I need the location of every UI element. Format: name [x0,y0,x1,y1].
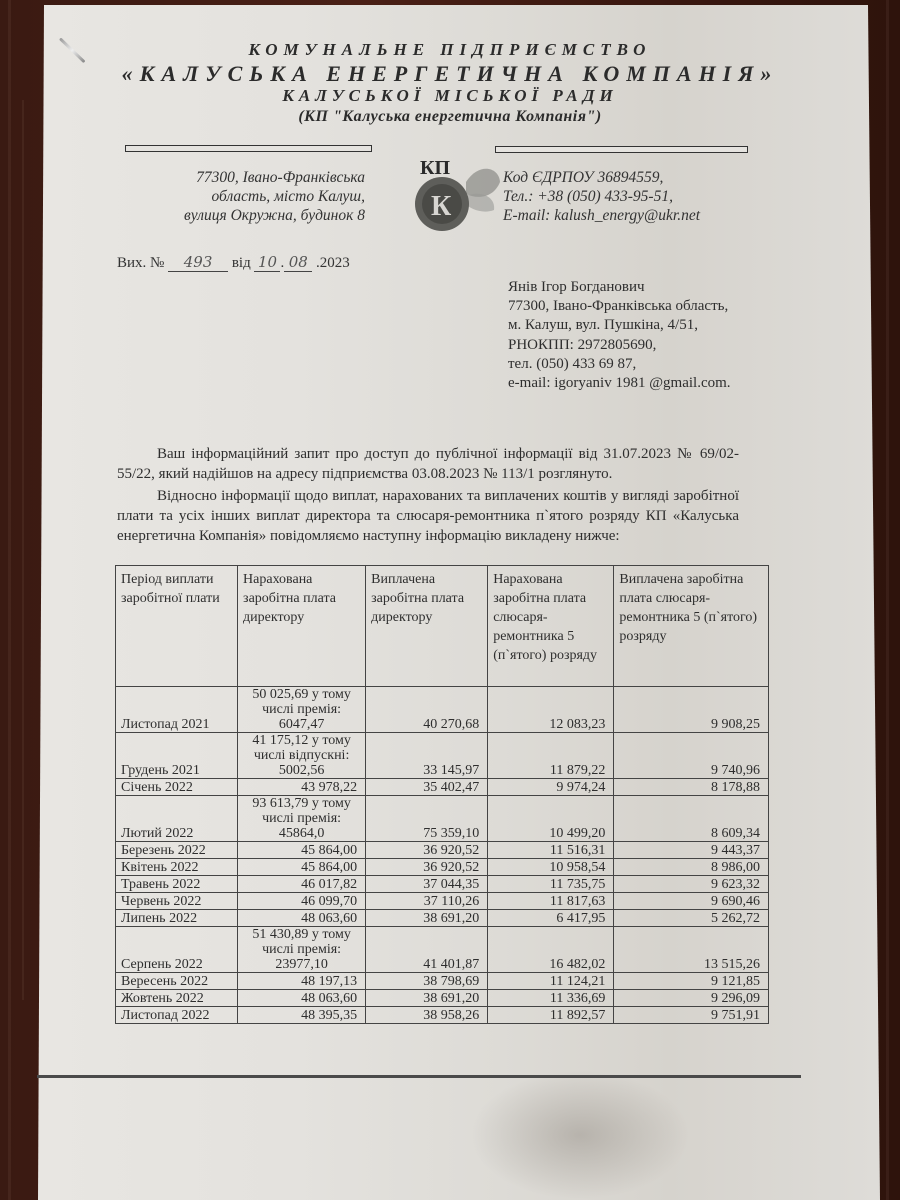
cell-paid-fitter: 9 121,85 [614,973,769,990]
cell-accrued-fitter: 10 499,20 [488,796,614,842]
cell-accrued-director [238,876,366,893]
table-row [116,973,769,990]
cell-line: 45864,0 [278,826,325,841]
table-row [116,733,769,779]
cell-accrued-director [238,893,366,910]
cell-accrued-fitter: 6 417,95 [488,910,614,927]
outgoing-year: .2023 [315,255,350,271]
outgoing-prefix: Вих. № [117,255,165,271]
cell-accrued-fitter: 11 817,63 [488,893,614,910]
cell-line: 23977,10 [275,957,328,972]
table-header-row [116,566,769,687]
cell-paid-fitter: 9 443,37 [614,842,769,859]
header-paid-director: Виплачена заробітна плата директору [366,566,488,687]
cell-period: Вересень 2022 [116,973,238,990]
cell-paid-fitter: 9 296,09 [614,990,769,1007]
cell-line: числі премія: [262,702,342,717]
address-line: вулиця Окружна, будинок 8 [184,207,365,224]
recipient-block [508,278,731,393]
cell-paid-director: 36 920,52 [366,842,488,859]
outgoing-day: 10 [254,253,280,272]
cell-period: Листопад 2021 [116,687,238,733]
cell-accrued-director [238,927,366,973]
cell-line: 46 099,70 [301,894,358,909]
cell-paid-director: 41 401,87 [366,927,488,973]
header-divider-right [495,146,748,153]
table-row [116,859,769,876]
cell-accrued-director [238,859,366,876]
cell-period: Грудень 2021 [116,733,238,779]
cell-accrued-fitter: 11 735,75 [488,876,614,893]
paragraph-text: Відносно інформації щодо виплат, нарахованих та виплачених коштів у вигляді заробітної плати та усіх інших виплат директора та слюсаря-ремонтника п`ятого розряду КП «Калуська енергетична Компанія» повідомляємо наступну інформацію викладену нижче: [117,488,739,544]
photo-shadow [470,1070,690,1200]
cell-accrued-fitter: 11 336,69 [488,990,614,1007]
table-row [116,876,769,893]
header-accrued-fitter: Нарахована заробітна плата слюсаря-ремонтника 5 (п`ятого) розряду [488,566,614,687]
cell-accrued-director [238,796,366,842]
outgoing-from-label: від [231,255,251,271]
table-row [116,927,769,973]
wood-grain [8,0,11,1200]
recipient-address: 77300, Івано-Франківська область, [508,298,729,315]
cell-line: 48 063,60 [301,911,358,926]
outgoing-number-value: 493 [168,253,228,272]
cell-accrued-director [238,687,366,733]
outgoing-number: Вих. № 493 від 10 . 08 .2023 [117,253,350,271]
cell-paid-director: 38 691,20 [366,990,488,1007]
body-paragraph-1 [117,444,739,484]
outgoing-month: 08 [284,253,312,272]
cell-accrued-fitter: 12 083,23 [488,687,614,733]
table-row [116,893,769,910]
cell-line: 41 175,12 у тому [252,733,351,748]
cell-accrued-fitter: 9 974,24 [488,779,614,796]
cell-paid-director: 36 920,52 [366,859,488,876]
cell-line: 43 978,22 [301,780,358,795]
cell-paid-fitter: 8 609,34 [614,796,769,842]
cell-accrued-director [238,842,366,859]
header-paid-fitter: Виплачена заробітна плата слюсаря-ремонтника 5 (п`ятого) розряду [614,566,769,687]
cell-paid-fitter: 9 908,25 [614,687,769,733]
table-row [116,687,769,733]
cell-paid-fitter: 9 751,91 [614,1007,769,1024]
company-address [184,168,365,225]
recipient-name: Янів Ігор Богданович [508,279,645,295]
cell-line: числі відпускні: [253,748,350,763]
cell-period: Червень 2022 [116,893,238,910]
cell-paid-fitter: 9 740,96 [614,733,769,779]
cell-line: 48 197,13 [301,974,358,989]
cell-accrued-fitter: 16 482,02 [488,927,614,973]
table-row [116,842,769,859]
cell-paid-fitter: 13 515,26 [614,927,769,973]
company-contacts [503,168,700,225]
wood-grain [22,100,24,1000]
table-row [116,910,769,927]
cell-line: 45 864,00 [301,843,358,858]
edrpou-code: Код ЄДРПОУ 36894559, [503,169,664,186]
cell-line: 48 063,60 [301,991,358,1006]
table-row [116,796,769,842]
cell-paid-fitter: 9 690,46 [614,893,769,910]
cell-line: 5002,56 [278,763,325,778]
table-body [116,687,769,1024]
letterhead-short-name: (КП "Калуська енергетична Компанія") [298,108,602,125]
cell-accrued-director [238,1007,366,1024]
cell-line: числі премія: [262,811,342,826]
cell-paid-fitter: 5 262,72 [614,910,769,927]
cell-period: Серпень 2022 [116,927,238,973]
cell-line: 46 017,82 [301,877,358,892]
cell-paid-fitter: 8 986,00 [614,859,769,876]
company-phone: Тел.: +38 (050) 433-95-51, [503,188,673,205]
cell-accrued-fitter: 10 958,54 [488,859,614,876]
cell-paid-director: 38 691,20 [366,910,488,927]
cell-accrued-fitter: 11 892,57 [488,1007,614,1024]
cell-paid-director: 38 798,69 [366,973,488,990]
cell-paid-director: 38 958,26 [366,1007,488,1024]
letterhead-line-3: КАЛУСЬКОЇ МІСЬКОЇ РАДИ [282,86,618,105]
cell-accrued-director [238,779,366,796]
cell-paid-director: 75 359,10 [366,796,488,842]
cell-accrued-fitter: 11 124,21 [488,973,614,990]
company-email: E-mail: kalush_energy@ukr.net [503,207,701,224]
cell-paid-fitter: 9 623,32 [614,876,769,893]
cell-line: 51 430,89 у тому [252,927,351,942]
cell-period: Жовтень 2022 [116,990,238,1007]
recipient-address: м. Калуш, вул. Пушкіна, 4/51, [508,317,698,334]
cell-paid-director: 40 270,68 [366,687,488,733]
cell-period: Січень 2022 [116,779,238,796]
header-accrued-director: Нарахована заробітна плата директору [238,566,366,687]
cell-period: Липень 2022 [116,910,238,927]
cell-period: Березень 2022 [116,842,238,859]
logo-kp-text: КП [420,157,451,179]
cell-line: 45 864,00 [301,860,358,875]
cell-paid-director: 33 145,97 [366,733,488,779]
cell-paid-director: 37 044,35 [366,876,488,893]
cell-period: Травень 2022 [116,876,238,893]
cell-period: Лютий 2022 [116,796,238,842]
logo-k-letter: К [431,191,452,222]
cell-line: 50 025,69 у тому [252,687,351,702]
wood-grain [886,0,889,1200]
cell-accrued-director [238,910,366,927]
cell-period: Листопад 2022 [116,1007,238,1024]
cell-period: Квітень 2022 [116,859,238,876]
footer-divider [37,1075,801,1078]
letterhead-line-1: КОМУНАЛЬНЕ ПІДПРИЄМСТВО [248,40,652,59]
cell-accrued-fitter: 11 516,31 [488,842,614,859]
table-row [116,779,769,796]
salary-table [115,565,769,1024]
header-period: Період виплати заробітної плати [116,566,238,687]
address-line: область, місто Калуш, [211,188,365,205]
body-paragraph-2 [117,486,739,546]
cell-paid-director: 37 110,26 [366,893,488,910]
recipient-phone: тел. (050) 433 69 87, [508,355,637,372]
header-divider-left [125,145,372,152]
recipient-tax-id: РНОКПП: 2972805690, [508,336,657,353]
company-logo-icon [404,152,504,237]
table-row [116,990,769,1007]
cell-line: 48 395,35 [301,1008,358,1023]
cell-accrued-director [238,733,366,779]
recipient-email: e-mail: igoryaniv 1981 @gmail.com. [508,375,731,392]
address-line: 77300, Івано-Франківська [196,169,365,186]
table-row [116,1007,769,1024]
cell-paid-director: 35 402,47 [366,779,488,796]
letterhead-company-name: «КАЛУСЬКА ЕНЕРГЕТИЧНА КОМПАНІЯ» [121,61,779,86]
cell-accrued-director [238,973,366,990]
cell-paid-fitter: 8 178,88 [614,779,769,796]
cell-accrued-fitter: 11 879,22 [488,733,614,779]
cell-accrued-director [238,990,366,1007]
cell-line: 6047,47 [278,717,325,732]
cell-line: 93 613,79 у тому [252,796,351,811]
cell-line: числі премія: [262,942,342,957]
paragraph-text: Ваш інформаційний запит про доступ до публічної інформації від 31.07.2023 № 69/02-55/22, який надійшов на адресу підприємства 03.08.2023 № 113/1 розглянуто. [117,446,739,482]
